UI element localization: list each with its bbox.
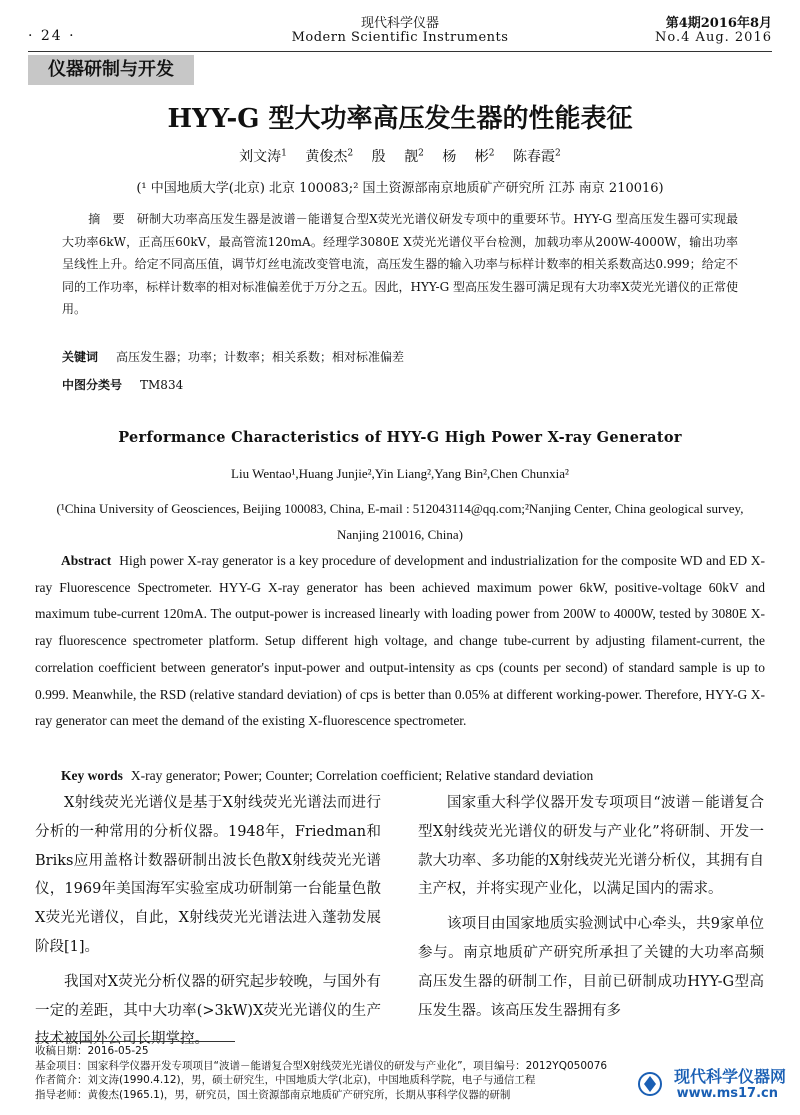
author-cn: 刘文涛$^1$ bbox=[239, 148, 287, 165]
watermark-url[interactable]: www.ms17.cn bbox=[676, 1086, 778, 1101]
keywords-en bbox=[35, 763, 765, 790]
author-cn: 杨 彬$^2$ bbox=[442, 148, 495, 165]
keywords-cn-text: 高压发生器；功率；计数率；相关系数；相对标准偏差 bbox=[116, 350, 405, 364]
authors-en: Liu Wentao¹,Huang Junjie²,Yin Liang²,Yang Bin²,Chen Chunxia² bbox=[231, 466, 569, 481]
classification-label: 中图分类号 bbox=[62, 378, 123, 392]
body-paragraph: X射线荧光光谱仪是基于X射线荧光光谱法而进行分析的一种常用的分析仪器。1948年，Friedman和Briks应用盖格计数器研制出波长色散X射线荧光光谱仪，1969年美国海军实验室成功研制第一台能量色散X荧光光谱仪，自此，X射线荧光光谱法进入蓬勃发展阶段[1]。 bbox=[35, 795, 381, 955]
abstract-cn-label: 摘 要 bbox=[88, 212, 125, 226]
issue-cn: 第4期2016年8月 bbox=[665, 16, 772, 31]
page-number: · 24 · bbox=[28, 28, 76, 44]
paper-title-en: Performance Characteristics of HYY-G High Power X-ray Generator bbox=[118, 429, 682, 446]
author-cn: 殷 靓$^2$ bbox=[371, 148, 424, 165]
footnote-author: 作者简介：刘文涛(1990.4.12)，男，硕士研究生，中国地质大学(北京)，中国地质科学院，电子与通信工程 bbox=[35, 1074, 536, 1086]
body-column-left bbox=[35, 789, 381, 1060]
affiliation-en: (¹China University of Geosciences, Beijing 100083, China, E-mail : 512043114@qq.com;²Nanjing Center, China geological survey, Nanjing 210016, China) bbox=[56, 501, 744, 542]
abstract-en bbox=[35, 548, 765, 735]
abstract-cn-text: 研制大功率高压发生器是波谱－能谱复合型X荧光光谱仪研发专项中的重要环节。HYY-G 型高压发生器可实现最大功率6kW，正高压60kV，最高管流120mA。经理学3080E X荧光光谱仪平台检测，加载功率从200W-4000W，输出功率呈线性上升。给定不同高压值，调节灯丝电流改变管电流，高压发生器的输入功率与标样计数率的相关系数高达0.999；给定不同的工作功率，标样计数率的相对标准偏差优于万分之五。因此，HYY-G 型高压发生器可满足现有大功率X荧光光谱仪的正常使用。 bbox=[62, 212, 738, 316]
author-cn: 陈春霞$^2$ bbox=[513, 148, 561, 165]
keywords-en-text: X-ray generator; Power; Counter; Correlation coefficient; Relative standard deviation bbox=[130, 768, 594, 783]
classification-cn bbox=[62, 376, 183, 393]
footnote-received: 收稿日期：2016-05-25 bbox=[35, 1045, 149, 1057]
authors-cn bbox=[0, 146, 800, 166]
footnotes bbox=[35, 1044, 675, 1102]
paper-title-cn: HYY-G 型大功率高压发生器的性能表征 bbox=[167, 104, 633, 134]
keywords-cn bbox=[62, 348, 404, 365]
footnote-divider bbox=[35, 1041, 235, 1042]
body-column-right bbox=[418, 789, 764, 1031]
header-divider bbox=[28, 51, 772, 52]
section-tag: 仪器研制与开发 bbox=[28, 55, 194, 85]
abstract-en-text: High power X-ray generator is a key procedure of development and industrialization for the composite WD and ED X-ray Fluorescence Spectrometer. HYY-G X-ray generator has been achieved maximum power 6kW, positive-voltage 60kV and maximum tube-current 120mA. The output-power is increased linearly with loading power from 200W to 4000W, tested by 3080E X-ray fluorescence spectrometer platform. Setup different high voltage, and change tube-current by adjusting filament-current, the correlation coefficient between generator's input-power and output-intensity as cps (counts per second) of standard sample is up to 0.999. Meanwhile, the RSD (relative standard deviation) of cps is better than 0.05% at different working-power. Therefore, HYY-G X-ray generator can meet the demand of the existing X-fluorescence spectrometer. bbox=[35, 553, 765, 729]
issue-en: No.4 Aug. 2016 bbox=[655, 30, 772, 45]
body-paragraph: 我国对X荧光分析仪器的研究起步较晚，与国外有一定的差距，其中大功率(>3kW)X荧光光谱仪的生产技术被国外公司长期掌控。 bbox=[35, 973, 381, 1048]
journal-title-en: Modern Scientific Instruments bbox=[291, 30, 509, 45]
body-paragraph: 国家重大科学仪器开发专项项目“波谱－能谱复合型X射线荧光光谱仪的研发与产业化”将研制、开发一款大功率、多功能的X射线荧光光谱分析仪，其拥有自主产权，并将实现产业化，以满足国内的需求。 bbox=[418, 795, 764, 898]
classification-code: TM834 bbox=[140, 378, 184, 392]
footnote-funding: 基金项目：国家科学仪器开发专项项目“波谱－能谱复合型X射线荧光光谱仪的研发与产业化”，项目编号：2012YQ050076 bbox=[35, 1059, 608, 1072]
watermark-title: 现代科学仪器网 bbox=[673, 1067, 786, 1086]
affiliation-cn: (¹ 中国地质大学(北京) 北京 100083;² 国土资源部南京地质矿产研究所 江苏 南京 210016) bbox=[136, 181, 664, 196]
keywords-en-label: Key words bbox=[61, 768, 123, 783]
body-paragraph: 该项目由国家地质实验测试中心牵头，共9家单位参与。南京地质矿产研究所承担了关键的大功率高频高压发生器的研制工作，目前已研制成功HYY-G型高压发生器。该高压发生器拥有多 bbox=[418, 916, 764, 1019]
abstract-en-label: Abstract bbox=[61, 553, 112, 568]
journal-title-cn: 现代科学仪器 bbox=[360, 16, 439, 31]
keywords-cn-label: 关键词 bbox=[62, 350, 99, 364]
footnote-advisor: 指导老师：黄俊杰(1965.1)，男，研究员，国土资源部南京地质矿产研究所，长期从事科学仪器的研制 bbox=[35, 1088, 511, 1101]
author-cn: 黄俊杰$^2$ bbox=[305, 148, 354, 165]
abstract-cn bbox=[62, 208, 738, 321]
